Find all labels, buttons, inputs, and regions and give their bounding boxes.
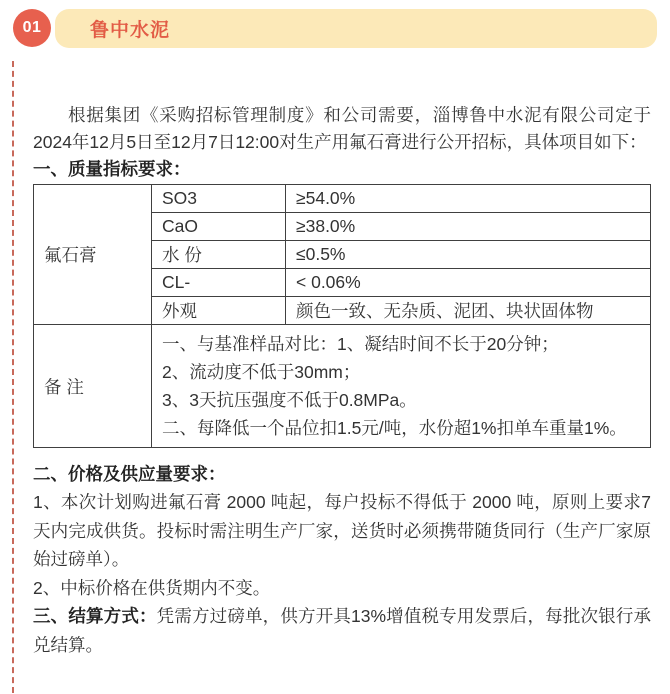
remark-line: 2、流动度不低于30mm；	[162, 362, 361, 382]
table-value: < 0.06%	[286, 269, 651, 297]
table-remark-label: 备 注	[34, 325, 152, 448]
table-param: 水 份	[152, 241, 286, 269]
table-row	[34, 185, 651, 213]
table-value: ≥54.0%	[286, 185, 651, 213]
table-value: ≤0.5%	[286, 241, 651, 269]
section3-heading: 三、结算方式：	[33, 606, 157, 626]
remark-line: 一、与基准样品对比：1、凝结时间不长于20分钟；	[162, 334, 559, 354]
section-number-badge	[13, 9, 51, 47]
section-number: 01	[22, 19, 42, 36]
section2-item-2: 2、中标价格在供货期内不变。	[33, 577, 271, 598]
remark-line: 二、每降低一个品位扣1.5元/吨，水份超1%扣单车重量1%。	[162, 418, 627, 438]
table-param: 外观	[152, 297, 286, 325]
remark-line: 3、3天抗压强度不低于0.8MPa。	[162, 390, 417, 410]
table-remark-content	[152, 325, 651, 448]
table-param: CL-	[152, 269, 286, 297]
section1-heading: 一、质量指标要求：	[33, 159, 191, 179]
section2-heading: 二、价格及供应量要求：	[33, 464, 226, 484]
quality-requirements-table	[33, 184, 651, 448]
article-body	[12, 61, 670, 693]
table-value: 颜色一致、无杂质、泥团、块状固体物	[286, 297, 651, 325]
section3-body: 凭需方过磅单，供方开具13%增值税专用发票后，每批次银行承兑结算。	[33, 606, 652, 655]
section3-paragraph	[33, 602, 651, 659]
table-value: ≥38.0%	[286, 213, 651, 241]
section2-item-1: 1、本次计划购进氟石膏 2000 吨起，每户投标不得低于 2000 吨，原则上要求7天内完成供货。投标时需注明生产厂家，送货时必须携带随货同行（生产厂家原始过磅单）。	[33, 492, 651, 569]
section-title: 鲁中水泥	[90, 20, 171, 41]
section-header	[0, 9, 670, 48]
table-group-label: 氟石膏	[34, 185, 152, 325]
table-param: CaO	[152, 213, 286, 241]
table-remark-row	[34, 325, 651, 448]
intro-paragraph: 根据集团《采购招标管理制度》和公司需要，淄博鲁中水泥有限公司定于2024年12月5日至12月7日12:00对生产用氟石膏进行公开招标，具体项目如下：	[33, 105, 651, 152]
section-title-bar	[55, 9, 657, 48]
table-param: SO3	[152, 185, 286, 213]
